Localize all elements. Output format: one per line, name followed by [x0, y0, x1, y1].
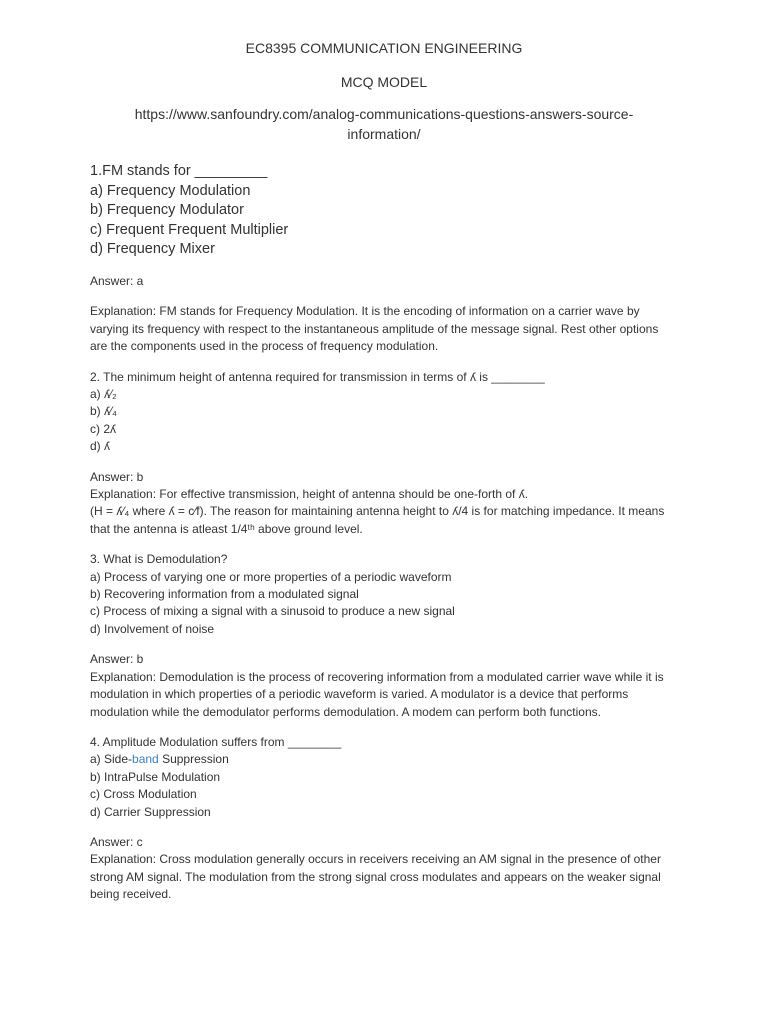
question-4-option-b: b) IntraPulse Modulation: [90, 769, 221, 784]
question-3-explanation: Explanation: Demodulation is the process of recovering information from a modulated carrier wave while it is modulation in which properties of a periodic waveform is varied. A modulator is a device that performs modulation while the demodulator performs demodulation. A modem can perform both functions.: [90, 669, 664, 719]
question-2-answer: Answer: b: [90, 469, 144, 484]
question-3-option-a: a) Process of varying one or more properties of a periodic waveform: [90, 569, 452, 584]
question-1-explanation: Explanation: FM stands for Frequency Modulation. It is the encoding of information on a carrier wave by varying its frequency with respect to the instantaneous amplitude of the message signal. Rest other options are the components used in the process of frequency modulation.: [90, 304, 659, 354]
band-link[interactable]: band: [132, 752, 159, 767]
question-4-option-a-prefix: a) Side-: [90, 752, 133, 767]
question-4-text: 4. Amplitude Modulation suffers from ________: [90, 734, 342, 749]
question-3-answer-block: [90, 651, 678, 721]
question-4-answer-block: [90, 834, 678, 904]
question-1-option-d: d) Frequency Mixer: [90, 241, 215, 258]
question-2-answer-block: [90, 469, 678, 539]
question-2-option-a: a) ʎ⁄₂: [90, 387, 117, 401]
question-4-option-d: d) Carrier Suppression: [90, 804, 211, 819]
question-1-option-c: c) Frequent Frequent Multiplier: [90, 221, 289, 238]
question-3-answer: Answer: b: [90, 652, 144, 667]
question-4-explanation: Explanation: Cross modulation generally occurs in receivers receiving an AM signal in the presence of other strong AM signal. The modulation from the strong signal cross modulates and appears on the weaker signal being received.: [90, 852, 661, 902]
question-2-explanation-2: (H = ʎ⁄₄ where ʎ = c⁄f). The reason for maintaining antenna height to ʎ/4 is for matching impedance. It means that the antenna is atleast 1/4ᵗʰ above ground level.: [90, 504, 665, 536]
question-4-answer: Answer: c: [90, 834, 143, 849]
question-2-explanation-1: Explanation: For effective transmission, height of antenna should be one-forth of ʎ.: [90, 487, 529, 502]
question-2-option-b: b) ʎ⁄₄: [90, 404, 117, 419]
question-3: [90, 551, 678, 638]
question-1: [90, 162, 678, 260]
question-4-option-a-suffix: Suppression: [158, 752, 229, 767]
question-3-option-c: c) Process of mixing a signal with a sinusoid to produce a new signal: [90, 604, 455, 619]
question-2-option-c: c) 2ʎ: [90, 421, 117, 436]
question-2-text: 2. The minimum height of antenna required for transmission in terms of ʎ is ________: [90, 369, 545, 384]
question-4: [90, 734, 678, 821]
question-1-answer: Answer: a: [90, 273, 144, 288]
question-1-option-b: b) Frequency Modulator: [90, 202, 244, 219]
question-3-option-d: d) Involvement of noise: [90, 621, 215, 636]
question-1-option-a: a) Frequency Modulation: [90, 182, 251, 199]
question-4-option-c: c) Cross Modulation: [90, 787, 197, 802]
question-2: [90, 369, 678, 456]
source-url-line-1[interactable]: https://www.sanfoundry.com/analog-communications-questions-answers-source-: [134, 106, 634, 122]
source-url-line-2[interactable]: information/: [347, 126, 421, 142]
question-3-option-b: b) Recovering information from a modulated signal: [90, 587, 359, 602]
source-url[interactable]: [90, 104, 678, 144]
question-3-text: 3. What is Demodulation?: [90, 552, 228, 567]
course-title: EC8395 COMMUNICATION ENGINEERING: [245, 40, 523, 56]
question-4-option-a: [90, 751, 678, 768]
document-subtitle: MCQ MODEL: [340, 74, 428, 90]
question-2-option-d: d) ʎ: [90, 439, 111, 454]
question-1-text: 1.FM stands for _________: [90, 163, 268, 179]
